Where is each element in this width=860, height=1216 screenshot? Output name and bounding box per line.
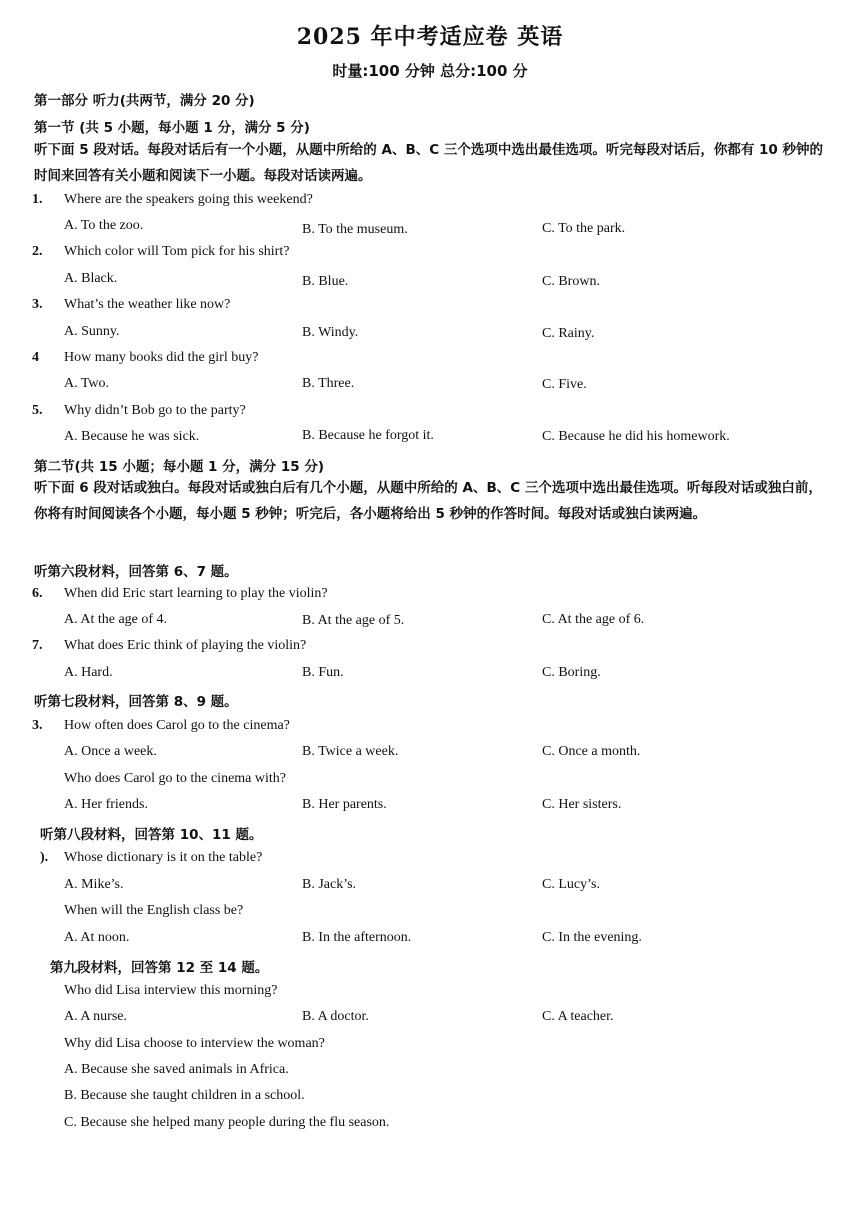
option-a: A. To the zoo. — [64, 218, 144, 233]
option-b: B. Blue. — [302, 274, 349, 289]
option-b: B. Fun. — [302, 665, 344, 680]
question-text: Whose dictionary is it on the table? — [64, 850, 263, 865]
option-a: A. Mike’s. — [64, 877, 124, 892]
option-a: A. Black. — [64, 271, 118, 286]
option-b: B. Twice a week. — [302, 744, 399, 759]
question-number: 1. — [32, 192, 43, 207]
question-text: Where are the speakers going this weekend? — [64, 192, 313, 207]
option-c: C. Five. — [542, 377, 587, 392]
option-a: A. At noon. — [64, 930, 130, 945]
question-number: 2. — [32, 244, 43, 259]
option-b: B. Her parents. — [302, 797, 387, 812]
question-number: 6. — [32, 586, 43, 601]
option-c: C. Because she helped many people during the flu season. — [64, 1115, 390, 1130]
question-number: 5. — [32, 403, 43, 418]
option-b: B. Jack’s. — [302, 877, 357, 892]
option-a: A. Because she saved animals in Africa. — [64, 1062, 289, 1077]
page-title: 2025 年中考适应卷 英语 — [296, 24, 564, 50]
question-number: 4 — [32, 350, 39, 365]
question-number: ). — [40, 850, 49, 865]
option-a: A. At the age of 4. — [64, 612, 168, 627]
option-b: B. Three. — [302, 376, 355, 391]
option-a: A. Because he was sick. — [64, 429, 200, 444]
option-a: A. Hard. — [64, 665, 113, 680]
question-text: When did Eric start learning to play the violin? — [64, 586, 328, 601]
part1-heading: 第一部分 听力(共两节，满分 20 分) — [34, 93, 255, 109]
question-text: How often does Carol go to the cinema? — [64, 718, 290, 733]
question-text: What does Eric think of playing the violin? — [64, 638, 307, 653]
option-a: A. A nurse. — [64, 1009, 127, 1024]
option-c: C. At the age of 6. — [542, 612, 645, 627]
question-number: 3. — [32, 297, 43, 312]
option-c: C. Once a month. — [542, 744, 641, 759]
section2-instructions: 听下面 6 段对话或独白。每段对话或独白后有几个小题，从题中所给的 A、B、C 三个选项中选出最佳选项。听每段对话或独白前，你将有时间阅读各个小题，每小题 5 秒钟；听完后，各小题将给出 5 秒钟的作答时间。每段对话或独白读两遍。 — [34, 480, 822, 522]
option-a: A. Once a week. — [64, 744, 157, 759]
question-text: Who did Lisa interview this morning? — [64, 983, 278, 998]
option-c: C. Lucy’s. — [542, 877, 600, 892]
option-a: A. Sunny. — [64, 324, 120, 339]
section1-heading: 第一节 (共 5 小题，每小题 1 分，满分 5 分) — [34, 120, 310, 136]
option-b: B. At the age of 5. — [302, 613, 405, 628]
section2-heading: 第二节(共 15 小题；每小题 1 分，满分 15 分) — [34, 459, 325, 475]
option-c: C. Because he did his homework. — [542, 429, 730, 444]
material-6-heading: 听第六段材料，回答第 6、7 题。 — [34, 564, 238, 580]
option-b: B. Windy. — [302, 325, 359, 340]
option-c: C. In the evening. — [542, 930, 642, 945]
question-number: 3. — [32, 718, 43, 733]
option-b: B. Because he forgot it. — [302, 428, 434, 443]
section1-instructions: 听下面 5 段对话。每段对话后有一个小题，从题中所给的 A、B、C 三个选项中选出最佳选项。听完每段对话后，你都有 10 秒钟的时间来回答有关小题和阅读下一小题。每段对话读两遍。 — [34, 142, 824, 184]
option-c: C. Boring. — [542, 665, 601, 680]
option-c: C. To the park. — [542, 221, 626, 236]
question-text: How many books did the girl buy? — [64, 350, 259, 365]
option-b: B. In the afternoon. — [302, 930, 412, 945]
option-c: C. Rainy. — [542, 326, 595, 341]
option-c: C. Brown. — [542, 274, 600, 289]
option-a: A. Her friends. — [64, 797, 148, 812]
option-b: B. To the museum. — [302, 222, 408, 237]
option-c: C. Her sisters. — [542, 797, 622, 812]
question-text: Which color will Tom pick for his shirt? — [64, 244, 290, 259]
material-7-heading: 听第七段材料，回答第 8、9 题。 — [34, 694, 238, 710]
option-b: B. Because she taught children in a school. — [64, 1088, 305, 1103]
option-a: A. Two. — [64, 376, 110, 391]
question-text: Why did Lisa choose to interview the woman? — [64, 1036, 325, 1051]
question-text: Who does Carol go to the cinema with? — [64, 771, 286, 786]
question-text: What’s the weather like now? — [64, 297, 231, 312]
option-c: C. A teacher. — [542, 1009, 614, 1024]
material-9-heading: 第九段材料，回答第 12 至 14 题。 — [50, 960, 269, 976]
material-8-heading: 听第八段材料，回答第 10、11 题。 — [40, 827, 263, 843]
question-text: When will the English class be? — [64, 903, 244, 918]
question-number: 7. — [32, 638, 43, 653]
question-text: Why didn’t Bob go to the party? — [64, 403, 246, 418]
exam-info: 时量:100 分钟 总分:100 分 — [332, 62, 528, 80]
option-b: B. A doctor. — [302, 1009, 369, 1024]
